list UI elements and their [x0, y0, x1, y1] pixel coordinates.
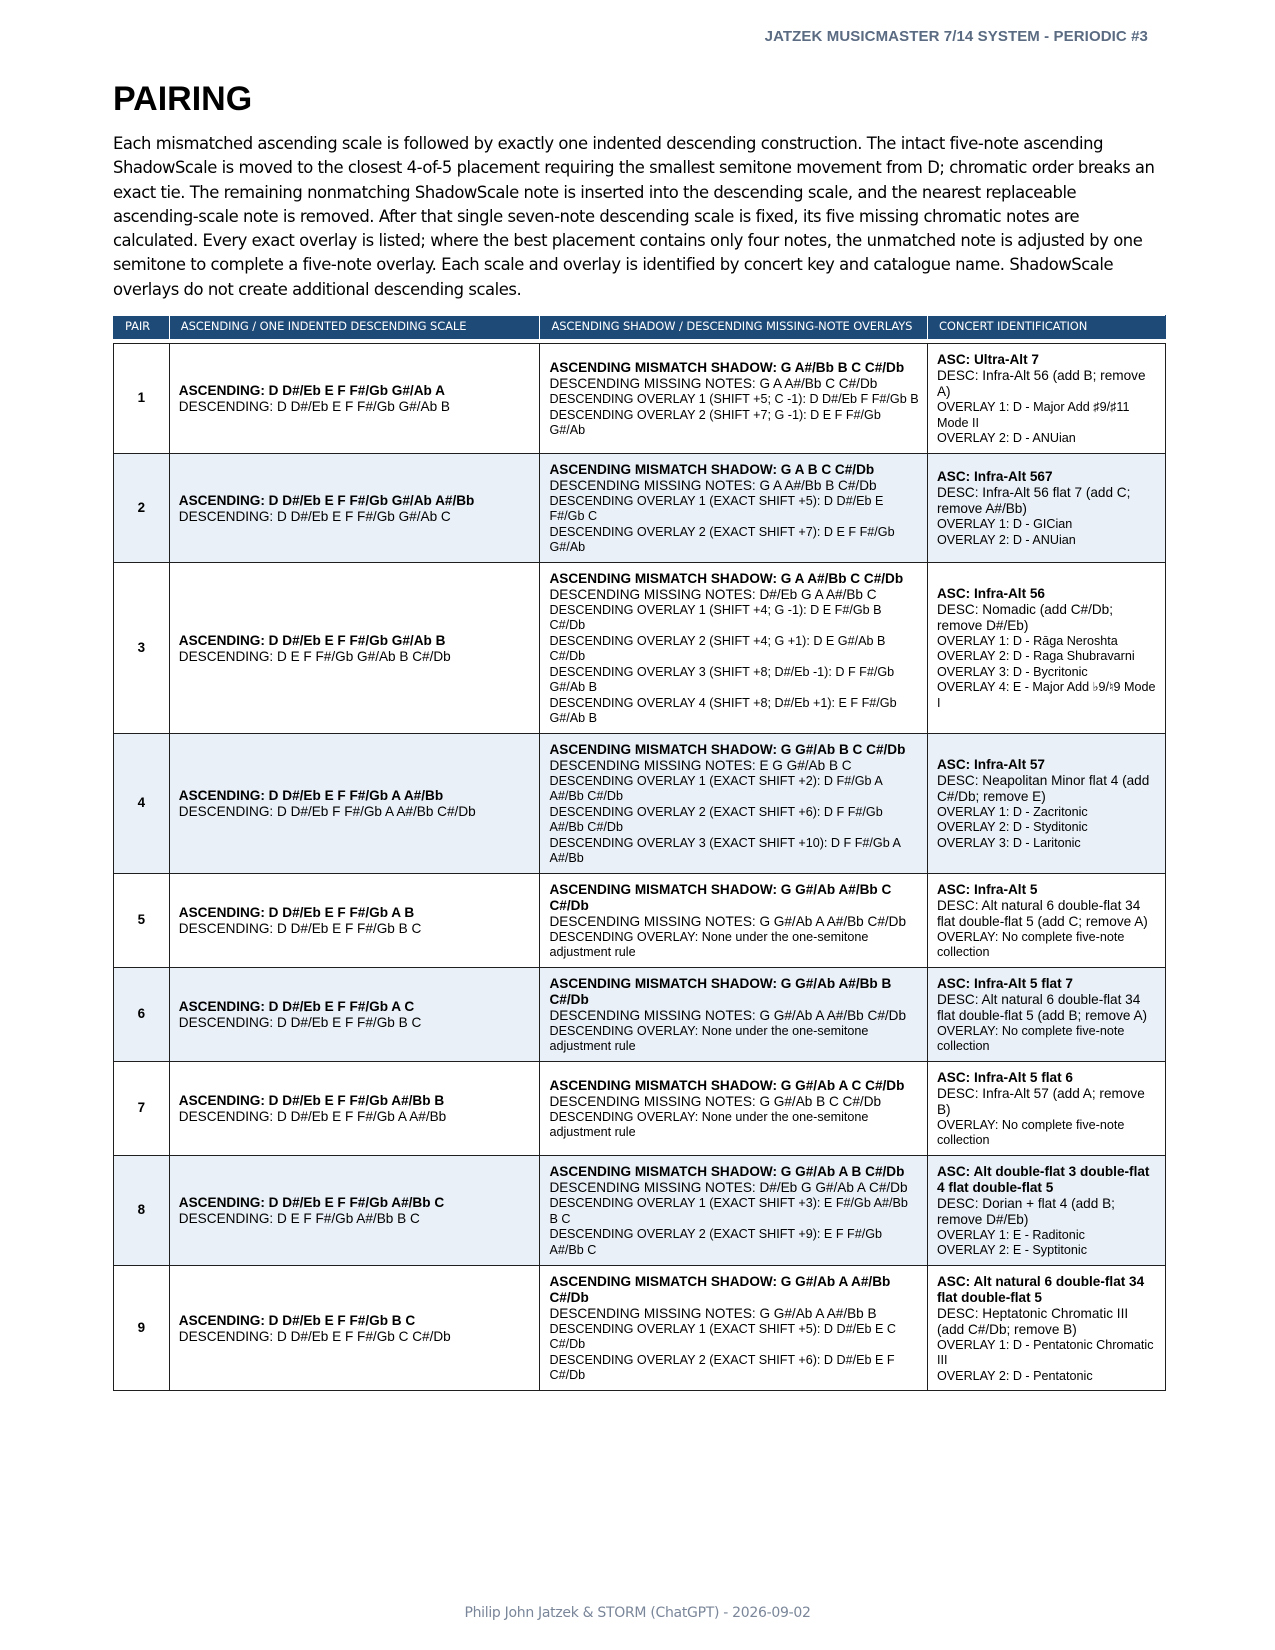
- mismatch-shadow: ASCENDING MISMATCH SHADOW: G G#/Ab A C C#/Db: [549, 1077, 905, 1093]
- overlay-identification: OVERLAY 1: D - Pentatonic Chromatic III: [936, 1337, 1154, 1367]
- pair-number: 2: [114, 453, 170, 562]
- pair-number: 7: [114, 1061, 170, 1155]
- pair-number: 1: [114, 344, 170, 454]
- missing-notes: DESCENDING MISSING NOTES: G A A#/Bb C C#/Db: [549, 376, 878, 391]
- concert-id-cell: [927, 453, 1165, 562]
- descending-overlay: DESCENDING OVERLAY 1 (EXACT SHIFT +5): D D#/Eb E C C#/Db: [549, 1321, 897, 1352]
- ascending-scale: ASCENDING: D D#/Eb E F F#/Gb A C: [178, 999, 415, 1014]
- asc-identification: ASC: Alt natural 6 double-flat 34 flat double-flat 5: [936, 1273, 1145, 1305]
- descending-overlay: DESCENDING OVERLAY 3 (EXACT SHIFT +10): D F F#/Gb A A#/Bb: [549, 835, 901, 865]
- scale-cell: [169, 1265, 540, 1391]
- descending-scale: DESCENDING: D E F F#/Gb A#/Bb B C: [178, 1211, 420, 1226]
- mismatch-shadow: ASCENDING MISMATCH SHADOW: G A B C C#/Db: [549, 461, 875, 477]
- overlay-identification: OVERLAY 2: E - Syptitonic: [936, 1243, 1088, 1257]
- descending-scale: DESCENDING: D D#/Eb E F F#/Gb C C#/Db: [178, 1328, 451, 1344]
- pair-number: 9: [114, 1265, 170, 1391]
- header-pair: PAIR: [114, 316, 170, 340]
- missing-notes: DESCENDING MISSING NOTES: G G#/Ab B C C#/Db: [549, 1093, 882, 1109]
- descending-scale: DESCENDING: D D#/Eb E F F#/Gb G#/Ab B: [178, 399, 450, 415]
- descending-overlay: DESCENDING OVERLAY: None under the one-semitone adjustment rule: [549, 1109, 869, 1139]
- missing-notes: DESCENDING MISSING NOTES: G G#/Ab A A#/Bb C#/Db: [549, 913, 907, 929]
- missing-notes: DESCENDING MISSING NOTES: G A A#/Bb B C#/Db: [549, 477, 877, 493]
- concert-id-cell: [927, 967, 1165, 1061]
- page-title: PAIRING: [113, 80, 253, 118]
- table-body: [114, 340, 1166, 1391]
- overlay-cell: [540, 1061, 928, 1155]
- desc-identification: DESC: Infra-Alt 57 (add A; remove B): [936, 1085, 1145, 1117]
- descending-overlay: DESCENDING OVERLAY 2 (EXACT SHIFT +6): D F F#/Gb A#/Bb C#/Db: [549, 804, 883, 834]
- descending-scale: DESCENDING: D D#/Eb E F F#/Gb B C: [178, 921, 422, 936]
- pair-number: 3: [114, 562, 170, 733]
- overlay-identification: OVERLAY: No complete five-note collection: [936, 929, 1125, 959]
- scale-cell: [169, 453, 540, 562]
- table-row: [114, 344, 1166, 454]
- scale-cell: [169, 344, 540, 454]
- overlay-identification: OVERLAY 3: D - Laritonic: [936, 835, 1081, 850]
- intro-paragraph: Each mismatched ascending scale is followed by exactly one indented descending construction. The intact five-note ascending ShadowScale is moved to the closest 4-of-5 placement requiring the smallest semitone movement from D; chromatic order breaks an exact tie. The remaining nonmatching ShadowScale note is inserted into the descending scale, and the nearest replaceable ascending-scale note is removed. After that single seven-note descending scale is fixed, its five missing chromatic notes are calculated. Every exact overlay is listed; where the best placement contains only four notes, the unmatched note is adjusted by one semitone to complete a five-note overlay. Each scale and overlay is identified by concert key and catalogue name. ShadowScale overlays do not create additional descending scales.: [113, 134, 1155, 299]
- overlay-cell: [540, 453, 928, 562]
- descending-overlay: DESCENDING OVERLAY 2 (SHIFT +7; G -1): D E F F#/Gb G#/Ab: [549, 407, 881, 437]
- mismatch-shadow: ASCENDING MISMATCH SHADOW: G G#/Ab A#/Bb B C#/Db: [549, 975, 892, 1007]
- ascending-scale: ASCENDING: D D#/Eb E F F#/Gb G#/Ab A: [178, 383, 445, 399]
- pair-number: 6: [114, 967, 170, 1061]
- table-header-row: [114, 316, 1166, 340]
- descending-scale: DESCENDING: D D#/Eb E F F#/Gb A A#/Bb: [178, 1109, 447, 1124]
- descending-scale: DESCENDING: D E F F#/Gb G#/Ab B C#/Db: [178, 648, 451, 664]
- overlay-identification: OVERLAY 1: D - GICian: [936, 517, 1073, 531]
- header-concert: CONCERT IDENTIFICATION: [927, 316, 1165, 340]
- desc-identification: DESC: Infra-Alt 56 flat 7 (add C; remove A#/Bb): [936, 485, 1131, 516]
- pairing-table: [113, 315, 1166, 1391]
- scale-cell: [169, 562, 540, 733]
- mismatch-shadow: ASCENDING MISMATCH SHADOW: G G#/Ab A A#/Bb C#/Db: [549, 1273, 891, 1305]
- concert-id-cell: [927, 1265, 1165, 1391]
- table-row: [114, 453, 1166, 562]
- ascending-scale: ASCENDING: D D#/Eb E F F#/Gb G#/Ab B: [178, 632, 446, 648]
- pair-number: 8: [114, 1155, 170, 1265]
- descending-overlay: DESCENDING OVERLAY 1 (SHIFT +5; C -1): D D#/Eb F F#/Gb B: [549, 392, 919, 406]
- missing-notes: DESCENDING MISSING NOTES: E G G#/Ab B C: [549, 757, 852, 773]
- descending-overlay: DESCENDING OVERLAY 2 (EXACT SHIFT +7): D E F F#/Gb G#/Ab: [549, 524, 895, 554]
- descending-scale: DESCENDING: D D#/Eb E F F#/Gb G#/Ab C: [178, 508, 451, 524]
- descending-overlay: DESCENDING OVERLAY 1 (EXACT SHIFT +3): E F#/Gb A#/Bb B C: [549, 1196, 908, 1226]
- descending-overlay: DESCENDING OVERLAY 1 (EXACT SHIFT +2): D F#/Gb A A#/Bb C#/Db: [549, 773, 883, 803]
- missing-notes: DESCENDING MISSING NOTES: D#/Eb G G#/Ab A C#/Db: [549, 1180, 908, 1195]
- descending-overlay: DESCENDING OVERLAY: None under the one-semitone adjustment rule: [549, 1023, 869, 1053]
- asc-identification: ASC: Ultra-Alt 7: [936, 352, 1039, 367]
- descending-overlay: DESCENDING OVERLAY 2 (EXACT SHIFT +6): D D#/Eb E F C#/Db: [549, 1352, 895, 1383]
- overlay-cell: [540, 562, 928, 733]
- overlay-identification: OVERLAY 2: D - Styditonic: [936, 820, 1088, 835]
- header-shadow: ASCENDING SHADOW / DESCENDING MISSING-NOTE OVERLAYS: [540, 316, 928, 340]
- ascending-scale: ASCENDING: D D#/Eb E F F#/Gb A#/Bb B: [178, 1093, 445, 1108]
- asc-identification: ASC: Infra-Alt 567: [936, 469, 1053, 484]
- overlay-identification: OVERLAY 1: D - Rāga Neroshta: [936, 633, 1118, 648]
- overlay-identification: OVERLAY 1: D - Major Add ♯9/♯11 Mode II: [936, 400, 1130, 430]
- desc-identification: DESC: Heptatonic Chromatic III (add C#/Db; remove B): [936, 1305, 1129, 1337]
- overlay-cell: [540, 733, 928, 873]
- overlay-identification: OVERLAY 2: D - ANUian: [936, 431, 1076, 445]
- scale-cell: [169, 733, 540, 873]
- descending-overlay: DESCENDING OVERLAY: None under the one-semitone adjustment rule: [549, 929, 869, 959]
- table-row: [114, 967, 1166, 1061]
- descending-overlay: DESCENDING OVERLAY 2 (SHIFT +4; G +1): D E G#/Ab B C#/Db: [549, 633, 886, 663]
- scale-cell: [169, 1061, 540, 1155]
- scale-cell: [169, 967, 540, 1061]
- descending-overlay: DESCENDING OVERLAY 1 (SHIFT +4; G -1): D E F#/Gb B C#/Db: [549, 602, 882, 632]
- table-row: [114, 1155, 1166, 1265]
- asc-identification: ASC: Infra-Alt 5 flat 6: [936, 1069, 1073, 1085]
- asc-identification: ASC: Infra-Alt 56: [936, 585, 1045, 601]
- overlay-identification: OVERLAY: No complete five-note collection: [936, 1023, 1125, 1053]
- asc-identification: ASC: Infra-Alt 5 flat 7: [936, 975, 1073, 991]
- overlay-cell: [540, 1155, 928, 1265]
- overlay-identification: OVERLAY 2: D - ANUian: [936, 532, 1076, 547]
- overlay-identification: OVERLAY 1: E - Raditonic: [936, 1227, 1085, 1242]
- running-title: JATZEK MUSICMASTER 7/14 SYSTEM - PERIODIC #3: [764, 28, 1148, 45]
- table-row: [114, 873, 1166, 967]
- scale-cell: [169, 1155, 540, 1265]
- pair-number: 5: [114, 873, 170, 967]
- asc-identification: ASC: Alt double-flat 3 double-flat 4 flat double-flat 5: [936, 1163, 1150, 1195]
- ascending-scale: ASCENDING: D D#/Eb E F F#/Gb A#/Bb C: [178, 1195, 445, 1210]
- desc-identification: DESC: Alt natural 6 double-flat 34 flat double-flat 5 (add C; remove A): [936, 897, 1148, 929]
- descending-overlay: DESCENDING OVERLAY 2 (EXACT SHIFT +9): E F F#/Gb A#/Bb C: [549, 1227, 883, 1257]
- ascending-scale: ASCENDING: D D#/Eb E F F#/Gb A B: [178, 905, 415, 920]
- mismatch-shadow: ASCENDING MISMATCH SHADOW: G G#/Ab A B C#/Db: [549, 1164, 905, 1179]
- asc-identification: ASC: Infra-Alt 57: [936, 756, 1045, 772]
- overlay-cell: [540, 344, 928, 454]
- missing-notes: DESCENDING MISSING NOTES: D#/Eb G A A#/Bb C: [549, 586, 877, 602]
- overlay-identification: OVERLAY: No complete five-note collection: [936, 1117, 1125, 1147]
- overlay-cell: [540, 873, 928, 967]
- overlay-cell: [540, 1265, 928, 1391]
- desc-identification: DESC: Dorian + flat 4 (add B; remove D#/Eb): [936, 1195, 1115, 1227]
- table-row: [114, 1061, 1166, 1155]
- mismatch-shadow: ASCENDING MISMATCH SHADOW: G A A#/Bb C C#/Db: [549, 570, 904, 586]
- missing-notes: DESCENDING MISSING NOTES: G G#/Ab A A#/Bb B: [549, 1305, 877, 1321]
- table-row: [114, 562, 1166, 733]
- concert-id-cell: [927, 562, 1165, 733]
- overlay-identification: OVERLAY 3: D - Bycritonic: [936, 664, 1088, 679]
- header-ascending: ASCENDING / ONE INDENTED DESCENDING SCALE: [169, 316, 540, 340]
- ascending-scale: ASCENDING: D D#/Eb E F F#/Gb G#/Ab A#/Bb: [178, 492, 475, 508]
- overlay-identification: OVERLAY 4: E - Major Add ♭9/♮9 Mode I: [936, 680, 1156, 710]
- overlay-identification: OVERLAY 2: D - Pentatonic: [936, 1368, 1093, 1383]
- overlay-identification: OVERLAY 2: D - Raga Shubravarni: [936, 649, 1135, 664]
- descending-scale: DESCENDING: D D#/Eb E F F#/Gb B C: [178, 1015, 422, 1030]
- descending-overlay: DESCENDING OVERLAY 4 (SHIFT +8; D#/Eb +1): E F F#/Gb G#/Ab B: [549, 695, 897, 725]
- desc-identification: DESC: Neapolitan Minor flat 4 (add C#/Db; remove E): [936, 772, 1150, 804]
- missing-notes: DESCENDING MISSING NOTES: G G#/Ab A A#/Bb C#/Db: [549, 1007, 907, 1023]
- asc-identification: ASC: Infra-Alt 5: [936, 881, 1038, 897]
- desc-identification: DESC: Alt natural 6 double-flat 34 flat double-flat 5 (add B; remove A): [936, 991, 1148, 1023]
- desc-identification: DESC: Infra-Alt 56 (add B; remove A): [936, 368, 1146, 399]
- mismatch-shadow: ASCENDING MISMATCH SHADOW: G G#/Ab B C C#/Db: [549, 741, 906, 757]
- concert-id-cell: [927, 1155, 1165, 1265]
- concert-id-cell: [927, 873, 1165, 967]
- concert-id-cell: [927, 733, 1165, 873]
- concert-id-cell: [927, 344, 1165, 454]
- overlay-cell: [540, 967, 928, 1061]
- overlay-identification: OVERLAY 1: D - Zacritonic: [936, 804, 1088, 819]
- ascending-scale: ASCENDING: D D#/Eb E F F#/Gb B C: [178, 1312, 416, 1328]
- mismatch-shadow: ASCENDING MISMATCH SHADOW: G G#/Ab A#/Bb C C#/Db: [549, 881, 892, 913]
- descending-overlay: DESCENDING OVERLAY 3 (SHIFT +8; D#/Eb -1): D F F#/Gb G#/Ab B: [549, 664, 895, 694]
- table-row: [114, 1265, 1166, 1391]
- descending-scale: DESCENDING: D D#/Eb F F#/Gb A A#/Bb C#/Db: [178, 804, 476, 819]
- desc-identification: DESC: Nomadic (add C#/Db; remove D#/Eb): [936, 601, 1114, 633]
- scale-cell: [169, 873, 540, 967]
- descending-overlay: DESCENDING OVERLAY 1 (EXACT SHIFT +5): D D#/Eb E F#/Gb C: [549, 493, 884, 523]
- table-row: [114, 733, 1166, 873]
- concert-id-cell: [927, 1061, 1165, 1155]
- footer-credit: Philip John Jatzek & STORM (ChatGPT) - 2026-09-02: [464, 1605, 811, 1621]
- mismatch-shadow: ASCENDING MISMATCH SHADOW: G A#/Bb B C C#/Db: [549, 360, 905, 375]
- ascending-scale: ASCENDING: D D#/Eb E F F#/Gb A A#/Bb: [178, 788, 444, 803]
- pair-number: 4: [114, 733, 170, 873]
